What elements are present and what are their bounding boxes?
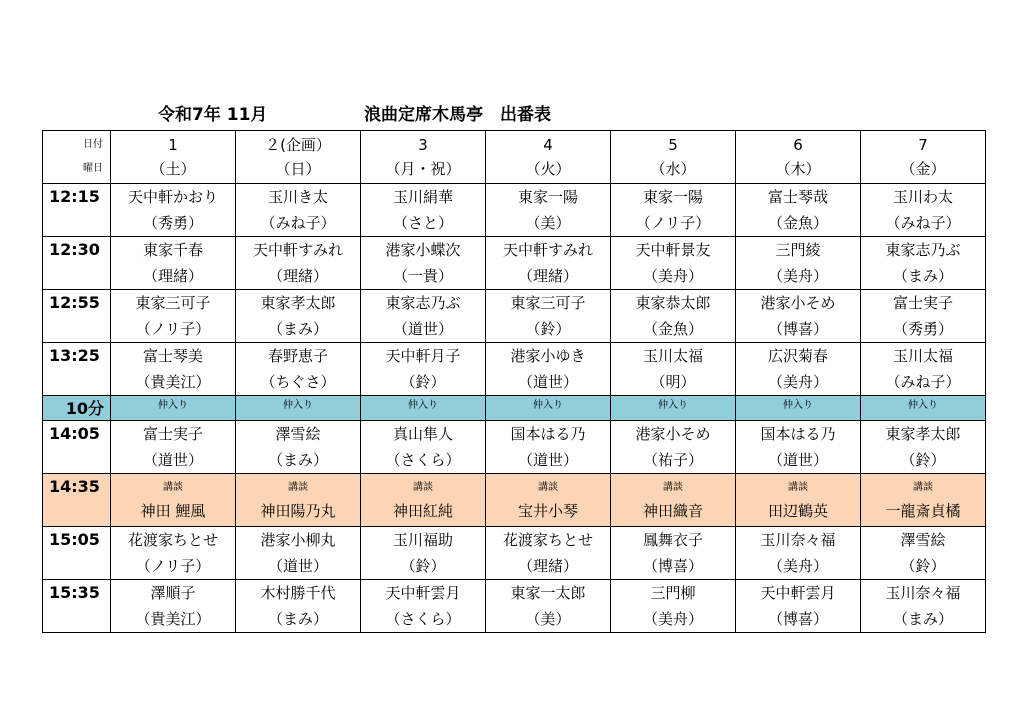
- intermission-label: 仲入り: [736, 396, 861, 421]
- shamisen-player: （鈴）: [900, 451, 946, 469]
- performer-cell: [361, 580, 486, 633]
- shamisen-player: （秀勇）: [142, 214, 203, 232]
- shamisen-player: （博喜）: [767, 320, 828, 338]
- performer-name: 澤雪絵: [275, 425, 321, 443]
- koudan-performer: 神田織音: [642, 502, 703, 520]
- koudan-cell: [361, 474, 486, 527]
- performer-cell: [736, 237, 861, 290]
- performer-cell: [861, 421, 986, 474]
- performer-cell: [861, 237, 986, 290]
- slot-time: 15:35: [43, 580, 111, 633]
- intermission-label: 仲入り: [486, 396, 611, 421]
- performer-cell: [236, 421, 361, 474]
- slot-time: 12:30: [43, 237, 111, 290]
- performer-name: 澤雪絵: [900, 531, 946, 549]
- performer-name: 東家孝太郎: [260, 294, 336, 312]
- koudan-tag: 講談: [663, 482, 683, 493]
- weekday-label: 曜日: [83, 163, 103, 174]
- day-header-cell: [236, 131, 361, 184]
- slot-time: 12:55: [43, 290, 111, 343]
- koudan-row: [43, 474, 986, 527]
- performer-cell: [736, 184, 861, 237]
- shamisen-player: （ちぐさ）: [260, 373, 336, 391]
- performer-name: 木村勝千代: [260, 584, 336, 602]
- day-weekday: （月・祝）: [385, 160, 461, 178]
- performer-name: 鳳舞衣子: [642, 531, 703, 549]
- shamisen-player: （みね子）: [260, 214, 336, 232]
- shamisen-player: （貴美江）: [135, 373, 211, 391]
- performer-cell: [486, 580, 611, 633]
- performer-cell: [736, 421, 861, 474]
- performer-cell: [361, 237, 486, 290]
- shamisen-player: （秀勇）: [892, 320, 953, 338]
- shamisen-player: （さと）: [392, 214, 453, 232]
- shamisen-player: （道世）: [142, 451, 203, 469]
- performer-cell: [111, 184, 236, 237]
- shamisen-player: （鈴）: [900, 557, 946, 575]
- koudan-cell: [236, 474, 361, 527]
- intermission-label: 仲入り: [236, 396, 361, 421]
- koudan-tag: 講談: [538, 482, 558, 493]
- performer-cell: [611, 290, 736, 343]
- day-number: 3: [418, 136, 428, 154]
- shamisen-player: （美）: [525, 610, 571, 628]
- performer-name: 富士実子: [142, 425, 203, 443]
- time-slot-row: [43, 527, 986, 580]
- performer-cell: [861, 343, 986, 396]
- performer-name: 三門柳: [650, 584, 696, 602]
- performer-cell: [111, 290, 236, 343]
- day-weekday: （火）: [525, 160, 571, 178]
- shamisen-player: （一貴）: [392, 267, 453, 285]
- intermission-label: 仲入り: [611, 396, 736, 421]
- performer-cell: [111, 527, 236, 580]
- performer-name: 天中軒すみれ: [252, 241, 343, 259]
- performer-name: 玉川太福: [892, 347, 953, 365]
- performer-name: 東家志乃ぶ: [385, 294, 461, 312]
- performer-name: 玉川奈々福: [760, 531, 836, 549]
- month-title: 令和7年 11月: [158, 105, 268, 125]
- performer-name: 富士琴美: [142, 347, 203, 365]
- performer-name: 富士琴哉: [767, 188, 828, 206]
- header-label-cell: [43, 131, 111, 184]
- koudan-tag: 講談: [288, 482, 308, 493]
- koudan-performer: 神田 鯉風: [140, 502, 206, 520]
- koudan-performer: 神田陽乃丸: [260, 502, 336, 520]
- performer-name: 花渡家ちとせ: [502, 531, 593, 549]
- performer-cell: [486, 527, 611, 580]
- performer-cell: [361, 527, 486, 580]
- performer-cell: [486, 343, 611, 396]
- performer-name: 澤順子: [150, 584, 196, 602]
- performer-name: 天中軒雲月: [760, 584, 836, 602]
- shamisen-player: （美舟）: [767, 373, 828, 391]
- koudan-tag: 講談: [413, 482, 433, 493]
- performer-name: 玉川わ太: [892, 188, 953, 206]
- koudan-tag: 講談: [913, 482, 933, 493]
- performer-name: 東家三可子: [135, 294, 211, 312]
- shamisen-player: （理緒）: [142, 267, 203, 285]
- intermission-label: 仲入り: [361, 396, 486, 421]
- performer-cell: [611, 527, 736, 580]
- intermission-label: 仲入り: [861, 396, 986, 421]
- slot-time: 15:05: [43, 527, 111, 580]
- performer-cell: [861, 527, 986, 580]
- shamisen-player: （理緒）: [517, 267, 578, 285]
- day-number: 4: [543, 136, 553, 154]
- performer-cell: [736, 343, 861, 396]
- slot-time: 14:05: [43, 421, 111, 474]
- shamisen-player: （道世）: [767, 451, 828, 469]
- performer-name: 玉川き太: [267, 188, 328, 206]
- shamisen-player: （まみ）: [892, 267, 953, 285]
- slot-time: 14:35: [43, 474, 111, 527]
- shamisen-player: （さくら）: [385, 610, 461, 628]
- performer-name: 天中軒月子: [385, 347, 461, 365]
- shamisen-player: （美舟）: [642, 610, 703, 628]
- performer-cell: [236, 237, 361, 290]
- performer-cell: [611, 580, 736, 633]
- shamisen-player: （まみ）: [267, 610, 328, 628]
- performer-name: 港家小柳丸: [260, 531, 336, 549]
- day-header-cell: [736, 131, 861, 184]
- day-number: 6: [793, 136, 803, 154]
- day-number: ２(企画）: [265, 136, 331, 154]
- shamisen-player: （鈴）: [525, 320, 571, 338]
- performer-name: 玉川奈々福: [885, 584, 961, 602]
- performer-name: 東家恭太郎: [635, 294, 711, 312]
- shamisen-player: （まみ）: [267, 451, 328, 469]
- koudan-tag: 講談: [163, 482, 183, 493]
- performer-name: 春野恵子: [267, 347, 328, 365]
- performer-cell: [236, 527, 361, 580]
- slot-time: 13:25: [43, 343, 111, 396]
- performer-name: 玉川太福: [642, 347, 703, 365]
- performer-name: 東家孝太郎: [885, 425, 961, 443]
- shamisen-player: （祐子）: [642, 451, 703, 469]
- day-header-cell: [486, 131, 611, 184]
- performer-cell: [111, 580, 236, 633]
- performer-name: 東家一太郎: [510, 584, 586, 602]
- shamisen-player: （道世）: [517, 451, 578, 469]
- performer-name: 広沢菊春: [767, 347, 828, 365]
- shamisen-player: （美舟）: [767, 557, 828, 575]
- time-slot-row: [43, 184, 986, 237]
- koudan-performer: 神田紅純: [392, 502, 453, 520]
- day-weekday: （金）: [900, 160, 946, 178]
- performer-cell: [236, 290, 361, 343]
- date-label: 日付: [83, 139, 103, 150]
- shamisen-player: （まみ）: [267, 320, 328, 338]
- shamisen-player: （明）: [650, 373, 696, 391]
- performer-name: 東家千春: [142, 241, 203, 259]
- performer-cell: [861, 290, 986, 343]
- performer-cell: [236, 580, 361, 633]
- koudan-tag: 講談: [788, 482, 808, 493]
- day-weekday: （日）: [275, 160, 321, 178]
- shamisen-player: （美）: [525, 214, 571, 232]
- koudan-cell: [486, 474, 611, 527]
- koudan-cell: [111, 474, 236, 527]
- performer-name: 天中軒景友: [635, 241, 711, 259]
- performer-cell: [861, 184, 986, 237]
- shamisen-player: （金魚）: [642, 320, 703, 338]
- day-weekday: （土）: [150, 160, 196, 178]
- performer-name: 富士実子: [892, 294, 953, 312]
- performer-name: 港家小そめ: [635, 425, 711, 443]
- shamisen-player: （さくら）: [385, 451, 461, 469]
- performer-cell: [611, 237, 736, 290]
- schedule-title: 浪曲定席木馬亭 出番表: [364, 105, 551, 125]
- performer-name: 真山隼人: [392, 425, 453, 443]
- performer-cell: [736, 527, 861, 580]
- performer-name: 東家一陽: [517, 188, 578, 206]
- performer-name: 東家一陽: [642, 188, 703, 206]
- shamisen-player: （まみ）: [892, 610, 953, 628]
- shamisen-player: （美舟）: [767, 267, 828, 285]
- koudan-cell: [611, 474, 736, 527]
- performer-cell: [361, 290, 486, 343]
- shamisen-player: （貴美江）: [135, 610, 211, 628]
- performer-cell: [111, 421, 236, 474]
- performer-cell: [611, 184, 736, 237]
- performer-cell: [486, 184, 611, 237]
- shamisen-player: （鈴）: [400, 557, 446, 575]
- intermission-label: 仲入り: [111, 396, 236, 421]
- koudan-performer: 宝井小琴: [517, 502, 578, 520]
- performer-cell: [361, 421, 486, 474]
- performer-name: 天中軒すみれ: [502, 241, 593, 259]
- schedule-table: [42, 130, 986, 633]
- performer-name: 港家小ゆき: [510, 347, 586, 365]
- day-number: 1: [168, 136, 178, 154]
- performer-name: 港家小蝶次: [385, 241, 461, 259]
- performer-cell: [361, 343, 486, 396]
- performer-name: 三門綾: [775, 241, 821, 259]
- intermission-row: [43, 396, 986, 421]
- slot-time: 12:15: [43, 184, 111, 237]
- day-header-cell: [111, 131, 236, 184]
- koudan-performer: 一龍斎貞橘: [885, 502, 961, 520]
- shamisen-player: （道世）: [267, 557, 328, 575]
- performer-name: 国本はる乃: [510, 425, 586, 443]
- day-header-cell: [861, 131, 986, 184]
- shamisen-player: （博喜）: [642, 557, 703, 575]
- performer-name: 玉川福助: [392, 531, 453, 549]
- performer-cell: [361, 184, 486, 237]
- performer-name: 天中軒かおり: [127, 188, 218, 206]
- performer-cell: [486, 290, 611, 343]
- day-header-cell: [361, 131, 486, 184]
- performer-name: 玉川絹華: [392, 188, 453, 206]
- shamisen-player: （金魚）: [767, 214, 828, 232]
- koudan-cell: [861, 474, 986, 527]
- performer-name: 天中軒雲月: [385, 584, 461, 602]
- koudan-cell: [736, 474, 861, 527]
- performer-cell: [611, 421, 736, 474]
- shamisen-player: （道世）: [392, 320, 453, 338]
- performer-name: 国本はる乃: [760, 425, 836, 443]
- performer-cell: [861, 580, 986, 633]
- time-slot-row: [43, 343, 986, 396]
- performer-cell: [486, 237, 611, 290]
- performer-cell: [486, 421, 611, 474]
- performer-cell: [736, 290, 861, 343]
- shamisen-player: （ノリ子）: [135, 320, 211, 338]
- shamisen-player: （ノリ子）: [635, 214, 711, 232]
- koudan-performer: 田辺鶴英: [767, 502, 828, 520]
- header-row: [43, 131, 986, 184]
- shamisen-player: （鈴）: [400, 373, 446, 391]
- day-weekday: （水）: [650, 160, 696, 178]
- day-number: 7: [918, 136, 928, 154]
- performer-cell: [736, 580, 861, 633]
- shamisen-player: （ノリ子）: [135, 557, 211, 575]
- performer-name: 港家小そめ: [760, 294, 836, 312]
- performer-name: 東家三可子: [510, 294, 586, 312]
- shamisen-player: （博喜）: [767, 610, 828, 628]
- time-slot-row: [43, 237, 986, 290]
- day-weekday: （木）: [775, 160, 821, 178]
- shamisen-player: （美舟）: [642, 267, 703, 285]
- performer-cell: [611, 343, 736, 396]
- time-slot-row: [43, 580, 986, 633]
- shamisen-player: （みね子）: [885, 214, 961, 232]
- performer-name: 東家志乃ぶ: [885, 241, 961, 259]
- shamisen-player: （理緒）: [517, 557, 578, 575]
- day-number: 5: [668, 136, 678, 154]
- performer-cell: [111, 237, 236, 290]
- shamisen-player: （みね子）: [885, 373, 961, 391]
- time-slot-row: [43, 421, 986, 474]
- day-header-cell: [611, 131, 736, 184]
- intermission-duration: 10分: [43, 396, 111, 421]
- shamisen-player: （理緒）: [267, 267, 328, 285]
- performer-cell: [236, 184, 361, 237]
- time-slot-row: [43, 290, 986, 343]
- performer-cell: [236, 343, 361, 396]
- performer-cell: [111, 343, 236, 396]
- shamisen-player: （道世）: [517, 373, 578, 391]
- performer-name: 花渡家ちとせ: [127, 531, 218, 549]
